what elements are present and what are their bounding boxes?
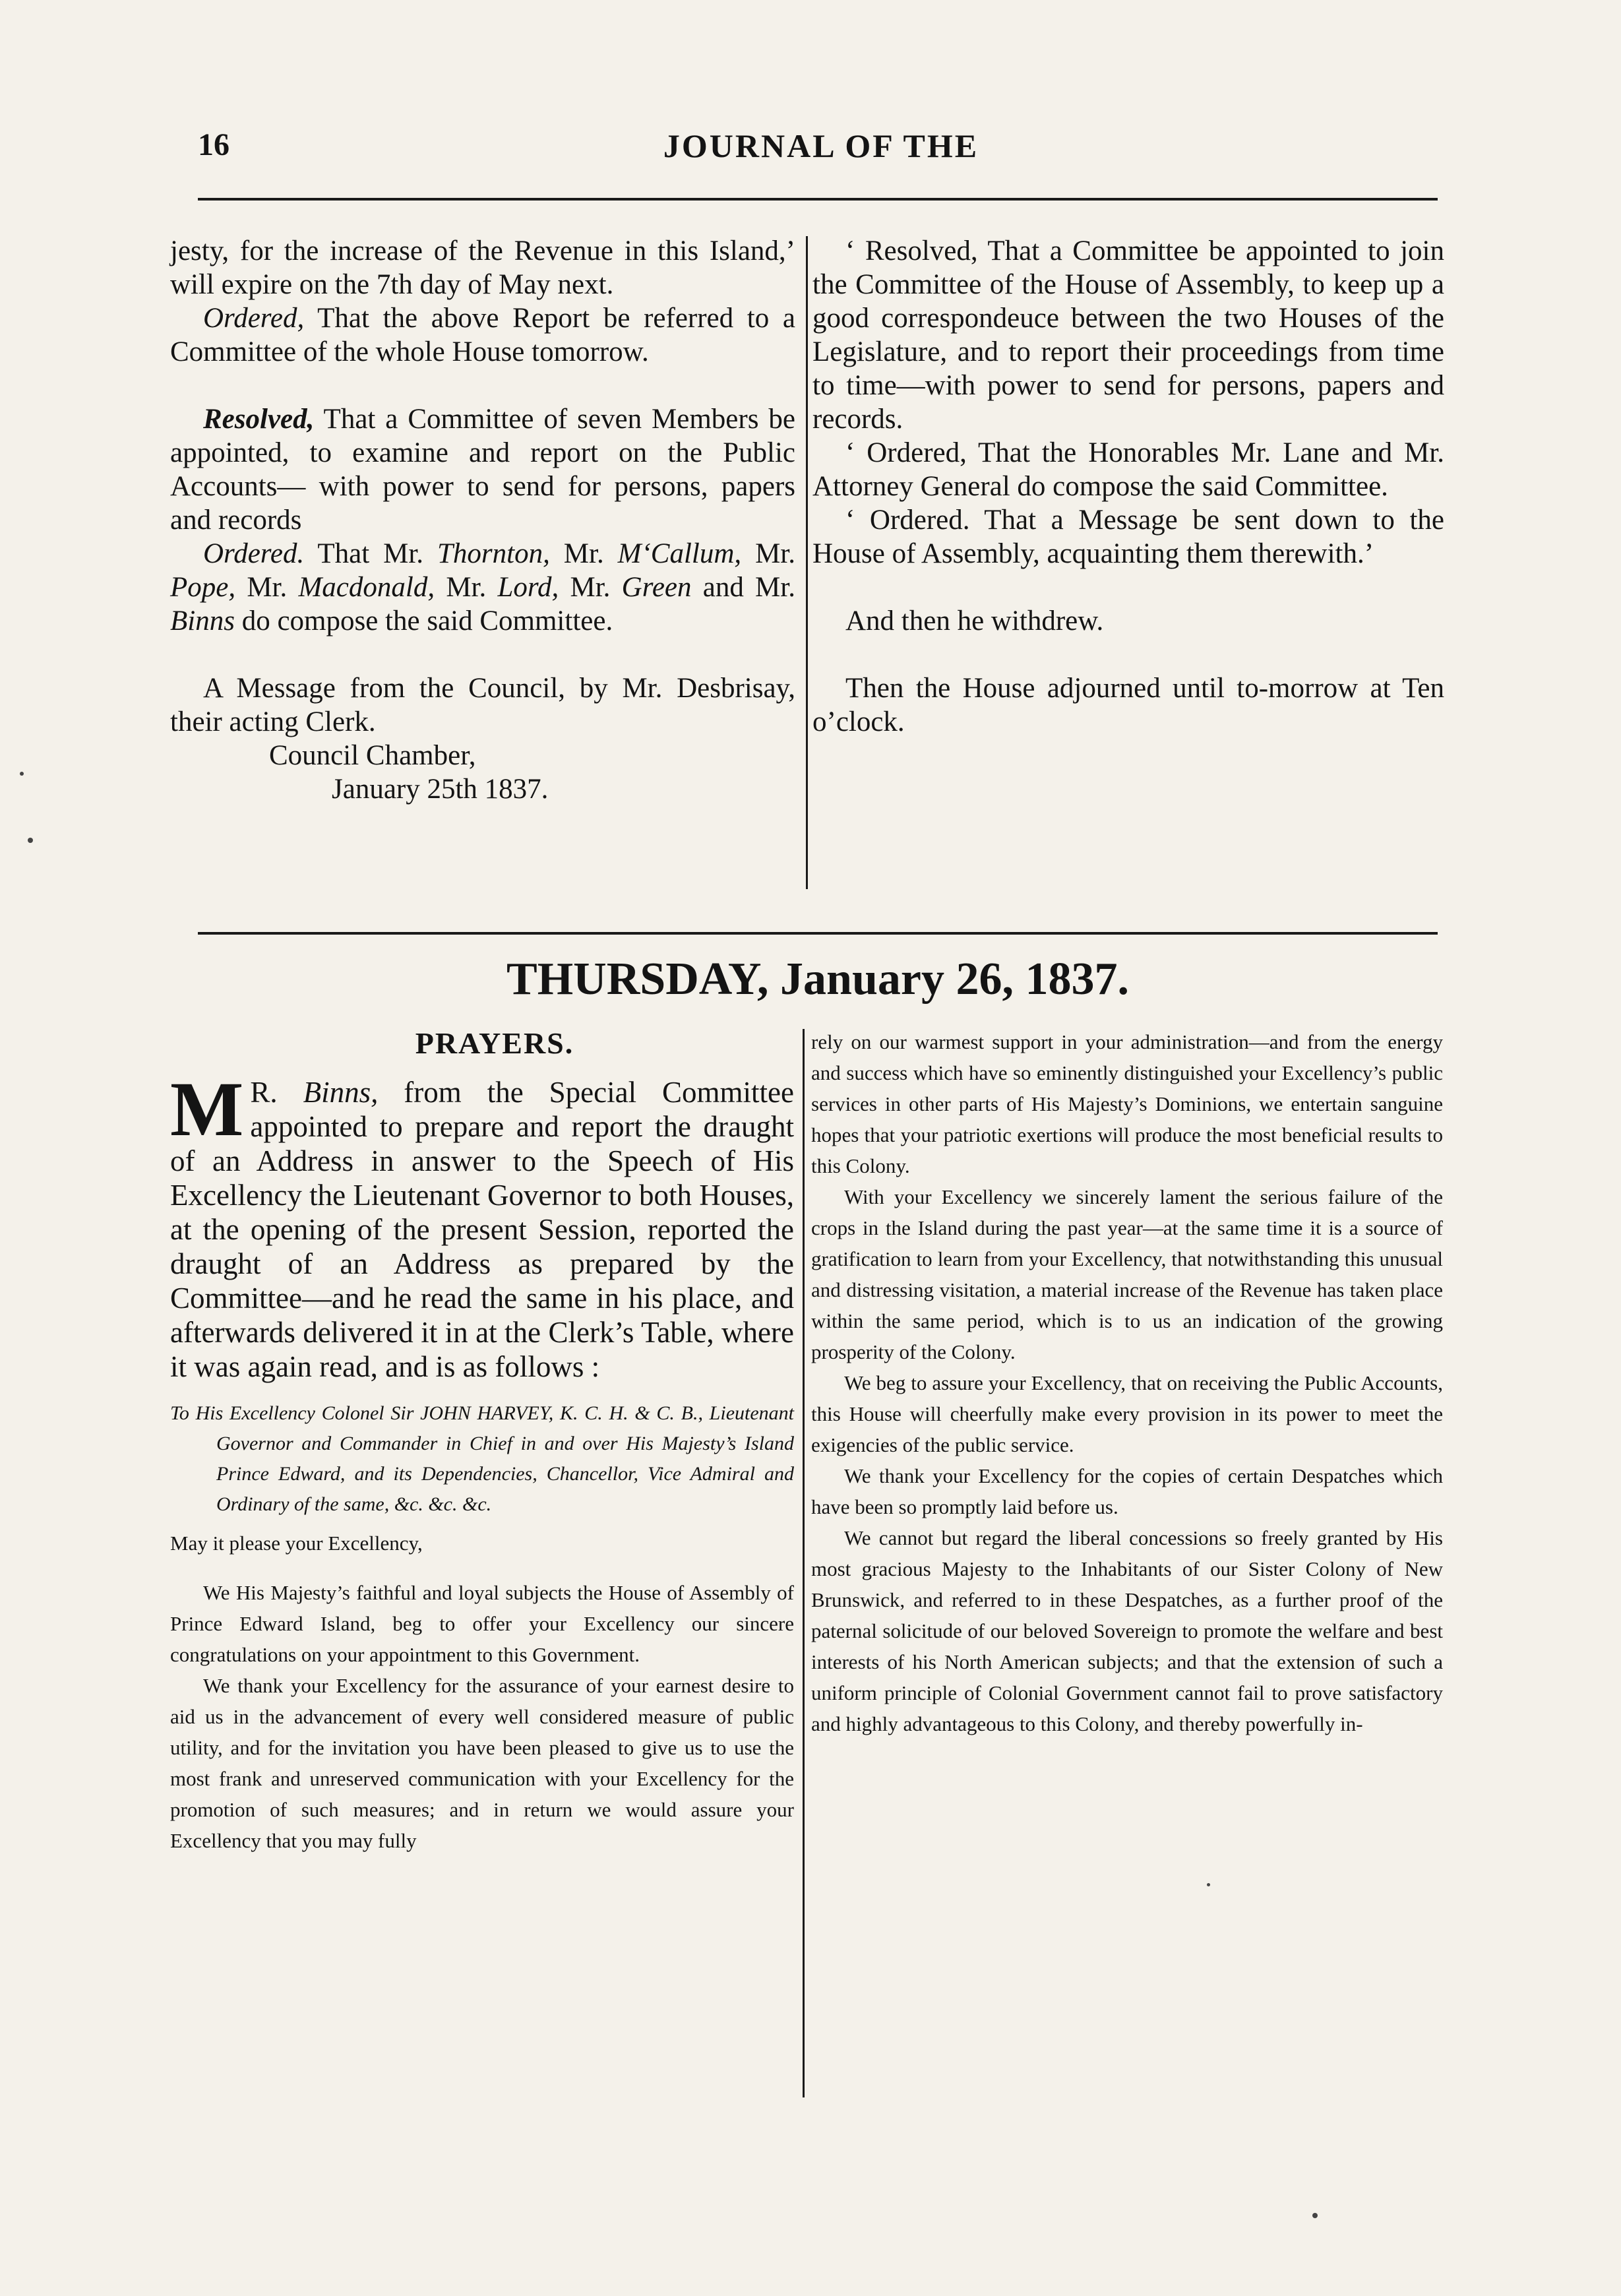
paragraph: ‘ Ordered. That a Message be sent down to the House of Assembly, acquainting them therewith.’: [812, 505, 1444, 569]
address-text: [170, 1398, 794, 1856]
ink-speck: [1207, 1883, 1210, 1886]
paragraph: ‘ Ordered, That the Honorables Mr. Lane and Mr. Attorney General do compose the said Committee.: [812, 437, 1444, 502]
paragraph: We beg to assure your Excellency, that on receiving the Public Accounts, this House will cheerfully make every provision in its power to meet the exigencies of the public service.: [811, 1371, 1443, 1456]
paragraph: We thank your Excellency for the assurance of your earnest desire to aid us in the advancement of every well considered measure of public utility, and for the invitation you have been pleased to give us to use the most frank and unreserved communication with your Excellency for the promotion of such measures; and in return we would assure your Excellency that you may fully: [170, 1674, 794, 1852]
ink-speck: [1312, 2213, 1318, 2218]
paragraph: ‘ Resolved, That a Committee be appointed to join the Committee of the House of Assembly, to keep up a good correspondeuce between the two Houses of the Legislature, and to report their proceedings from time to time—with power to send for persons, papers and records.: [812, 235, 1444, 435]
paragraph: Ordered. That Mr. Thornton, Mr. M‘Callum, Mr. Pope, Mr. Macdonald, Mr. Lord, Mr. Green and Mr. Binns do compose the said Committee.: [170, 538, 796, 636]
resolved-label: Resolved,: [203, 404, 315, 435]
top-right-column: [812, 234, 1444, 739]
column-divider: [803, 1029, 805, 2097]
ordered-label: Ordered,: [203, 303, 305, 334]
day-heading: THURSDAY, January 26, 1837.: [506, 954, 1129, 1005]
addressee: To His Excellency Colonel Sir JOHN HARVEY, K. C. H. & C. B., Lieutenant Governor and Commander in Chief in and over His Majesty’s Island Prince Edward, and its Dependencies, Chancellor, Vice Admiral and Ordinary of the same, &c. &c. &c.: [170, 1402, 794, 1515]
paragraph: Council Chamber,: [269, 740, 476, 771]
paragraph: Then the House adjourned until to-morrow at Ten o’clock.: [812, 673, 1444, 737]
header-rule: [198, 198, 1438, 201]
paragraph: We thank your Excellency for the copies of certain Despatches which have been so promptly laid before us.: [811, 1464, 1443, 1518]
top-left-column: [170, 234, 795, 806]
paragraph: M R. Binns, from the Special Committee appointed to prepare and report the draught of an Address in answer to the Speech of His Excellency the Lieutenant Governor to both Houses, at the opening of the present Session, reported the draught of an Address as prepared by the Committee—and he read the same in his place, and afterwards delivered it in at the Clerk’s Table, where it was again read, and is as follows :: [170, 1066, 795, 1383]
drop-cap: M: [170, 1066, 244, 1152]
salutation: May it please your Excellency,: [170, 1532, 423, 1555]
ink-speck: [28, 838, 33, 843]
paragraph: A Message from the Council, by Mr. Desbrisay, their acting Clerk.: [170, 673, 795, 737]
bottom-right-column: [811, 1026, 1443, 1739]
page-header: [198, 127, 1444, 179]
column-divider: [806, 236, 808, 889]
page-number: 16: [198, 127, 229, 162]
paragraph: rely on our warmest support in your administration—and from the energy and success which have so eminently distinguished your Excellency’s public services in other parts of His Majesty’s Dominions, we entertain sanguine hopes that your patriotic exertions will produce the most beneficial results to this Colony.: [811, 1030, 1443, 1177]
paragraph: We cannot but regard the liberal concessions so freely granted by His most gracious Majesty to the Inhabitants of our Sister Colony of New Brunswick, and referred to in these Despatches, as a further proof of the paternal solicitude of our beloved Sovereign to promote the welfare and best interests of his North American subjects; and that the extension of such a uniform principle of Colonial Government cannot fail to prove satisfactory and highly advantageous to this Colony, and thereby powerfully in-: [811, 1526, 1443, 1735]
paragraph: January 25th 1837.: [332, 774, 549, 805]
running-title: JOURNAL OF THE: [663, 127, 979, 164]
prayers-heading: PRAYERS.: [415, 1026, 574, 1060]
paragraph: Resolved, That a Committee of seven Members be appointed, to examine and report on the Public Accounts— with power to send for persons, papers and records: [170, 404, 795, 536]
report-intro: [170, 1066, 795, 1384]
paragraph: And then he withdrew.: [845, 605, 1104, 636]
ordered-label: Ordered.: [203, 538, 305, 569]
paragraph: With your Excellency we sincerely lament the serious failure of the crops in the Island during the past year—at the same time it is a source of gratification to learn from your Excellency, that notwithstanding this unusual and distressing visitation, a material increase of the Revenue has taken place within the same period, which is to us an indication of the growing prosperity of the Colony.: [811, 1185, 1443, 1363]
paragraph: Ordered, That the above Report be referred to a Committee of the whole House tomorrow.: [170, 303, 795, 367]
section-rule: [198, 932, 1438, 935]
paragraph: jesty, for the increase of the Revenue in this Island,’ will expire on the 7th day of May next.: [170, 235, 795, 300]
ink-speck: [20, 772, 24, 776]
bottom-left-column: [170, 1066, 795, 1856]
paragraph: We His Majesty’s faithful and loyal subjects the House of Assembly of Prince Edward Island, beg to offer your Excellency our sincere congratulations on your appointment to this Government.: [170, 1581, 794, 1666]
